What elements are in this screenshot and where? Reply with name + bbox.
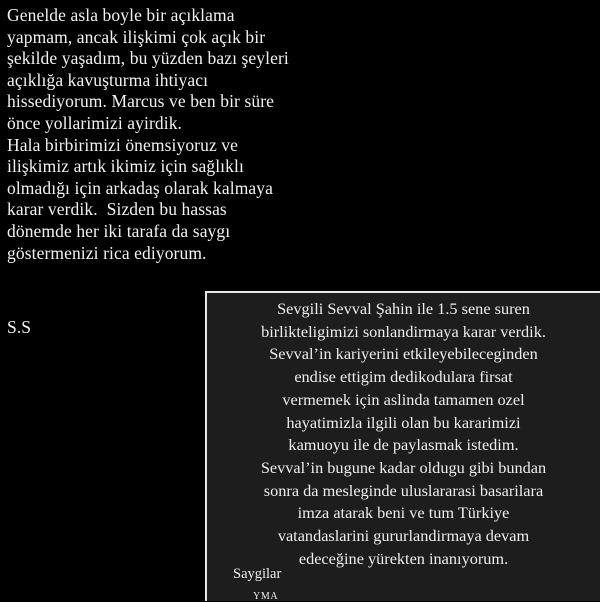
statement-line: sonra da mesleginde uluslararasi basarilara — [263, 480, 544, 500]
statement-line: Genelde asla boyle bir açıklama — [7, 5, 235, 25]
statement-line: Sevval’in kariyerini etkileyebileceginden — [269, 344, 538, 364]
statement-line: olmadığı için arkadaş olarak kalmaya — [7, 177, 273, 198]
statement-line: ilişkimiz artık ikimiz için sağlıklı — [7, 156, 244, 177]
statement-line: Hala birbirimizi önemsiyoruz ve — [7, 134, 239, 155]
statement-line: hayatimizla ilgili olan bu kararimizi — [286, 412, 521, 432]
statement-line: Sevgili Sevval Şahin ile 1.5 sene suren — [277, 299, 530, 318]
statement-line: endise ettigim dedikodulara firsat — [294, 367, 513, 387]
closing-text: Saygilar — [233, 566, 282, 582]
statement-line: önce yollarimizi ayirdik. — [7, 112, 183, 133]
statement-line: şekilde yaşadım, bu yüzden bazı şeyleri — [7, 48, 289, 69]
statement-line: birlikteligimizi sonlandirmaya karar verdik. — [261, 321, 546, 341]
second-statement-text — [207, 298, 600, 570]
statement-line: dönemde her iki tarafa da saygı — [7, 220, 231, 241]
statement-line: göstermenizi rica ediyorum. — [7, 242, 207, 263]
statement-line: edeceğine yürekten inanıyorum. — [298, 548, 509, 568]
statement-line: karar verdik. Sizden bu hassas — [7, 199, 227, 220]
signature-initials: S.S — [7, 317, 32, 337]
statement-line: yapmam, ancak ilişkimi çok açık bir — [7, 26, 266, 47]
statement-line: vermemek için aslinda tamamen ozel — [282, 389, 525, 409]
statement-line: vatandaslarini gururlandirmaya devam — [277, 526, 530, 546]
statement-line: Sevval’in bugune kadar oldugu gibi bundan — [260, 457, 547, 477]
statement-line: kamuoyu ile de paylasmak istedim. — [288, 435, 519, 455]
statement-line: açıklığa kavuşturma ihtiyacı — [7, 69, 209, 90]
second-statement-card — [205, 291, 600, 601]
statement-line: imza atarak beni ve tum Türkiye — [297, 503, 510, 523]
statement-line: hissediyorum. Marcus ve ben bir süre — [7, 91, 275, 112]
first-statement — [7, 5, 347, 337]
signature-initials: YMA — [253, 591, 279, 602]
